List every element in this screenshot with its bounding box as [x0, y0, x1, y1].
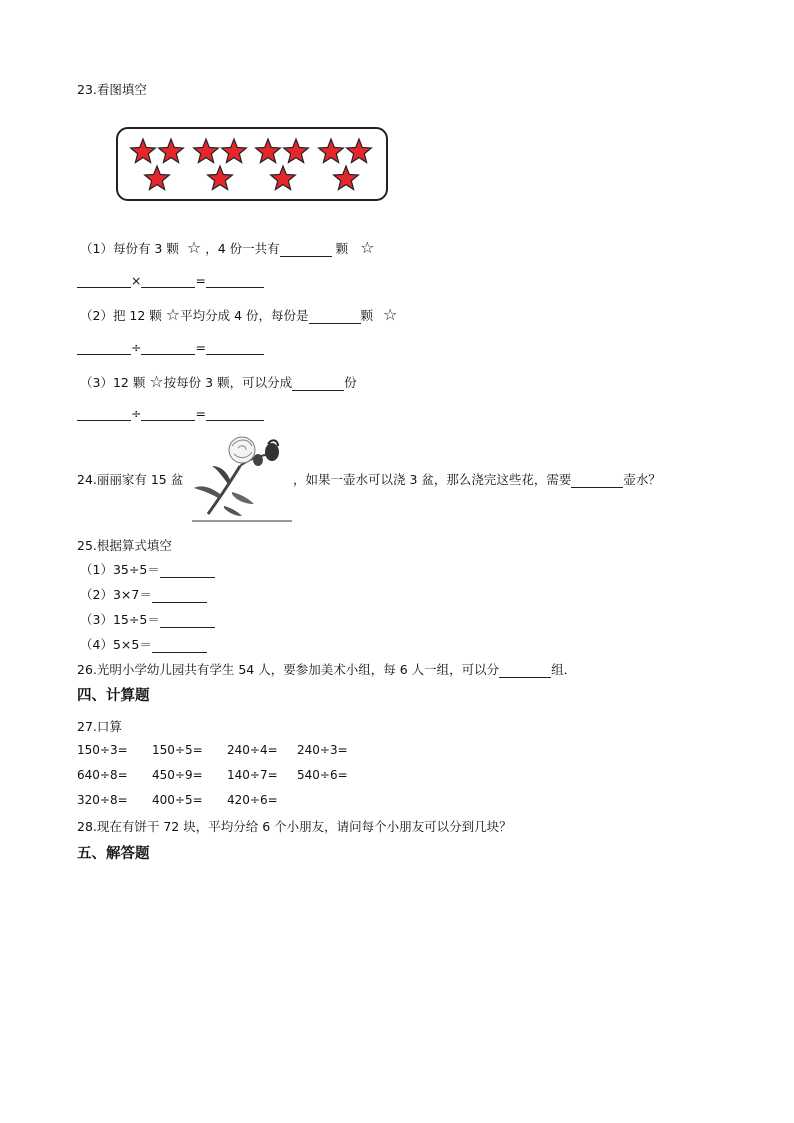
q23-p1-label: （1）每份有 3 颗 — [80, 241, 179, 256]
q25-expr: （1）35÷5＝ — [80, 562, 160, 577]
q23-part1 — [80, 239, 374, 257]
answer-blank[interactable] — [499, 664, 551, 678]
q23-p3-label: （3）12 颗 — [80, 375, 146, 390]
q25-item-4 — [80, 635, 207, 653]
red-star-icon — [334, 166, 359, 190]
q24-text-after — [293, 470, 661, 488]
divide-sign: ÷ — [131, 340, 142, 355]
answer-blank[interactable] — [292, 377, 344, 391]
q28-text: 28.现在有饼干 72 块，平均分给 6 个小朋友，请问每个小朋友可以分到几块？ — [77, 819, 512, 834]
red-star-icon — [319, 139, 344, 163]
equals-sign: = — [195, 340, 206, 355]
answer-blank[interactable] — [141, 341, 195, 355]
q25-expr: （3）15÷5＝ — [80, 612, 160, 627]
star-picture-box — [116, 127, 388, 201]
q23-title: 23.看图填空 — [77, 82, 147, 97]
q23-unit: 颗 — [335, 241, 349, 256]
answer-blank[interactable] — [206, 274, 264, 288]
q23-p1-mid: ，4 份一共有 — [205, 241, 280, 256]
calc-item: 400÷5= — [152, 793, 203, 807]
equals-sign: = — [195, 273, 206, 288]
calc-item: 240÷3= — [297, 743, 348, 757]
q25-expr: （2）3×7＝ — [80, 587, 152, 602]
q27-title: 27.口算 — [77, 719, 122, 734]
answer-blank[interactable] — [152, 639, 207, 653]
rose-icon — [188, 432, 292, 522]
calc-item: 640÷8= — [77, 768, 128, 782]
answer-blank[interactable] — [141, 407, 195, 421]
q23-part2 — [80, 306, 397, 324]
q23-unit: 颗 — [360, 308, 374, 323]
q25-item-1 — [80, 560, 215, 578]
outline-star-icon: ☆ — [186, 238, 202, 257]
calc-item: 320÷8= — [77, 793, 128, 807]
calc-item: 420÷6= — [227, 793, 278, 807]
q23-p2-label: （2）把 12 颗 — [80, 308, 162, 323]
answer-blank[interactable] — [77, 274, 131, 288]
red-star-icon — [347, 139, 372, 163]
outline-star-icon: ☆ — [149, 372, 164, 391]
section-5-heading: 五、解答题 — [77, 846, 150, 862]
red-star-icon — [271, 166, 296, 190]
q23-eq3 — [77, 406, 264, 421]
calc-item: 150÷3= — [77, 743, 128, 757]
answer-blank[interactable] — [152, 589, 207, 603]
answer-blank[interactable] — [309, 310, 361, 324]
calc-item: 140÷7= — [227, 768, 278, 782]
section-4-heading: 四、计算题 — [77, 688, 150, 704]
equals-sign: = — [195, 406, 206, 421]
q23-eq2 — [77, 340, 264, 355]
calc-item: 240÷4= — [227, 743, 278, 757]
q25-title: 25.根据算式填空 — [77, 538, 172, 553]
answer-blank[interactable] — [160, 564, 215, 578]
red-star-icon — [194, 139, 219, 163]
red-star-icon — [256, 139, 281, 163]
q24-text-before: 24.丽丽家有 15 盆 — [77, 472, 184, 487]
q26 — [77, 660, 576, 678]
divide-sign: ÷ — [131, 406, 142, 421]
answer-blank[interactable] — [160, 614, 215, 628]
outline-star-icon: ☆ — [165, 305, 181, 324]
answer-blank[interactable] — [141, 274, 195, 288]
calc-item: 150÷5= — [152, 743, 203, 757]
q23-p3-unit: 份 — [344, 375, 357, 390]
flower-image — [188, 432, 292, 522]
calc-item: 540÷6= — [297, 768, 348, 782]
star-group — [118, 129, 386, 199]
q23-p3-mid: 按每份 3 颗，可以分成 — [163, 375, 293, 390]
answer-blank[interactable] — [571, 474, 623, 488]
q24-end: 壶水？ — [623, 472, 661, 487]
q23-eq1 — [77, 273, 264, 288]
times-sign: × — [131, 273, 142, 288]
q24-after: ，如果一壶水可以浇 3 盆，那么浇完这些花，需要 — [293, 472, 572, 487]
answer-blank[interactable] — [77, 341, 131, 355]
answer-blank[interactable] — [206, 341, 264, 355]
outline-star-icon: ☆ — [360, 238, 375, 257]
q25-item-2 — [80, 585, 207, 603]
q26-text: 26.光明小学幼儿园共有学生 54 人，要参加美术小组，每 6 人一组，可以分 — [77, 662, 500, 677]
q25-item-3 — [80, 610, 215, 628]
red-star-icon — [159, 139, 184, 163]
red-star-icon — [145, 166, 170, 190]
answer-blank[interactable] — [77, 407, 131, 421]
q23-part3 — [80, 373, 357, 391]
answer-blank[interactable] — [206, 407, 264, 421]
q26-end: 组． — [551, 662, 577, 677]
q25-expr: （4）5×5＝ — [80, 637, 152, 652]
red-star-icon — [208, 166, 233, 190]
calc-item: 450÷9= — [152, 768, 203, 782]
answer-blank[interactable] — [280, 243, 332, 257]
outline-star-icon: ☆ — [383, 305, 398, 324]
q23-p2-mid: 平均分成 4 份，每份是 — [180, 308, 309, 323]
red-star-icon — [131, 139, 156, 163]
red-star-icon — [284, 139, 309, 163]
red-star-icon — [222, 139, 247, 163]
